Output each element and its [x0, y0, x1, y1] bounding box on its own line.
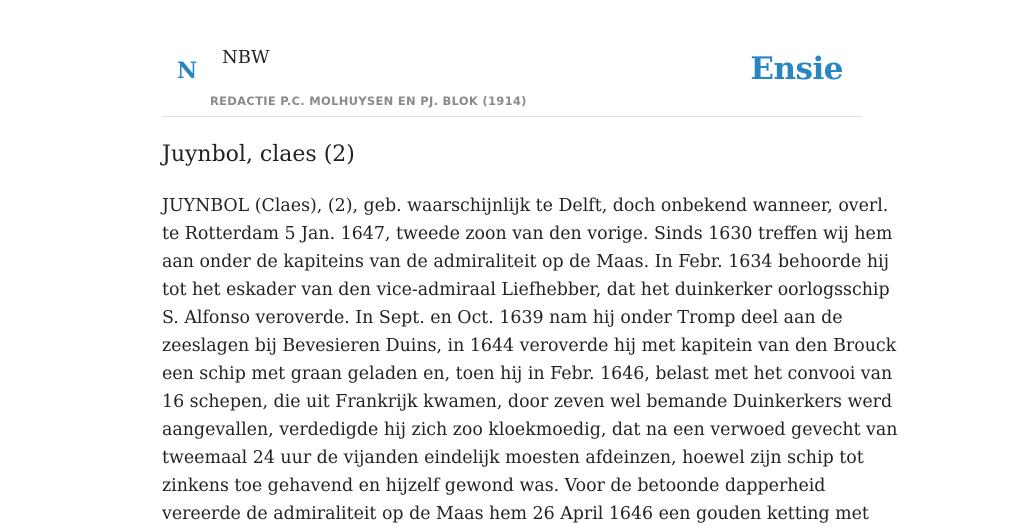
body-line: 16 schepen, die uit Frankrijk kwamen, door zeven wel bemande Duinkerkers werd [162, 392, 893, 412]
body-line: tweemaal 24 uur de vijanden eindelijk moesten afdeinzen, hoewel zijn schip tot [162, 448, 864, 468]
source-header [162, 0, 862, 117]
source-subtitle: REDACTIE P.C. MOLHUYSEN EN PJ. BLOK (1914) [210, 94, 527, 108]
article-body [162, 192, 898, 528]
body-line: vereerde de admiraliteit op de Maas hem 26 April 1646 een gouden ketting met [162, 504, 869, 524]
body-line: S. Alfonso veroverde. In Sept. en Oct. 1639 nam hij onder Tromp deel aan de [162, 308, 843, 328]
body-line: zeeslagen bij Bevesieren Duins, in 1644 veroverde hij met kapitein van den Brouck [162, 336, 897, 356]
body-line: JUYNBOL (Claes), (2), geb. waarschijnlijk te Delft, doch onbekend wanneer, overl. [162, 196, 889, 216]
body-line: een schip met graan geladen en, toen hij in Febr. 1646, belast met het convooi van [162, 364, 893, 384]
ensie-logo-link[interactable]: Ensie [750, 51, 843, 87]
body-line: zinkens toe gehavend en hijzelf gewond was. Voor de betoonde dapperheid [162, 476, 826, 496]
body-line: te Rotterdam 5 Jan. 1647, tweede zoon van den vorige. Sinds 1630 treffen wij hem [162, 224, 893, 244]
body-line: tot het eskader van den vice-admiraal Liefhebber, dat het duinkerker oorlogsschip [162, 280, 890, 300]
source-title[interactable]: NBW [222, 47, 270, 68]
body-line: aan onder de kapiteins van de admiraliteit op de Maas. In Febr. 1634 behoorde hij [162, 252, 890, 272]
source-logo-icon: N [177, 58, 198, 84]
body-line: aangevallen, verdedigde hij zich zoo kloekmoedig, dat na een verwoed gevecht van [162, 420, 898, 440]
article-title: Juynbol, claes (2) [162, 142, 355, 167]
